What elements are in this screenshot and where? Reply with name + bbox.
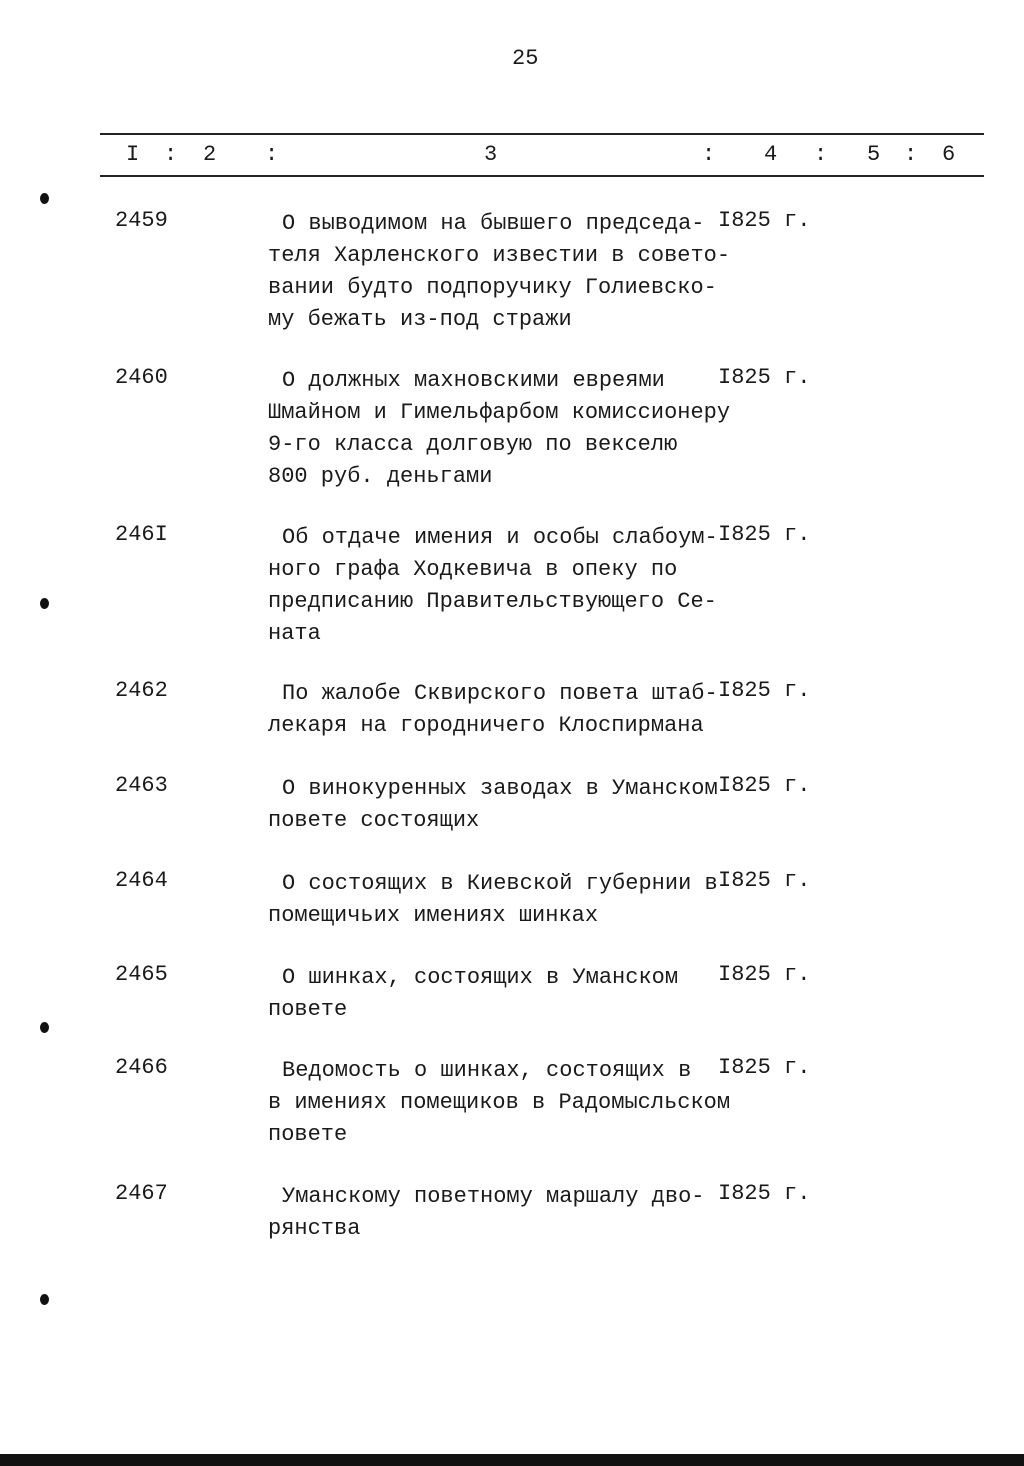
- description-line: Об отдаче имения и особы слабоум-: [282, 525, 718, 550]
- column-1: I: [126, 142, 140, 167]
- description-line: вании будто подпоручику Голиевско-: [268, 275, 717, 300]
- description-line: О выводимом на бывшего председа-: [282, 211, 705, 236]
- entry-description: [268, 868, 718, 932]
- description-line: лекаря на городничего Клоспирмана: [268, 713, 704, 738]
- entry-year: I825 г.: [718, 208, 811, 233]
- entry-number: 2462: [115, 678, 168, 703]
- header-top-rule: [100, 133, 984, 135]
- description-line: Ведомость о шинках, состоящих в: [282, 1058, 692, 1083]
- entry-year: I825 г.: [718, 678, 811, 703]
- scan-edge: [0, 1454, 1024, 1466]
- entry-description: [268, 365, 730, 493]
- description-line: Уманскому поветному маршалу дво-: [282, 1184, 705, 1209]
- entry-year: I825 г.: [718, 868, 811, 893]
- binding-hole: [40, 1022, 49, 1033]
- column-3: 3: [484, 142, 498, 167]
- column-5: 5: [867, 142, 881, 167]
- description-line: в имениях помещиков в Радомысльском: [268, 1090, 731, 1115]
- entry-description: [268, 773, 718, 837]
- description-line: О винокуренных заводах в Уманском: [282, 776, 718, 801]
- entry-number: 2463: [115, 773, 168, 798]
- description-line: По жалобе Сквирского повета штаб-: [282, 681, 718, 706]
- description-line: помещичьих имениях шинках: [268, 903, 599, 928]
- entry-year: I825 г.: [718, 962, 811, 987]
- entry-number: 2466: [115, 1055, 168, 1080]
- description-line: теля Харленского известии в совето-: [268, 243, 731, 268]
- entry-number: 246I: [115, 522, 168, 547]
- description-line: повете: [268, 1122, 348, 1147]
- entry-description: [268, 208, 730, 336]
- entry-year: I825 г.: [718, 1055, 811, 1080]
- entry-year: I825 г.: [718, 1181, 811, 1206]
- description-line: О шинках, состоящих в Уманском: [282, 965, 679, 990]
- description-line: ната: [268, 621, 321, 646]
- entry-description: [268, 678, 718, 742]
- description-line: повете состоящих: [268, 808, 480, 833]
- binding-hole: [40, 598, 49, 609]
- column-4: 4: [764, 142, 778, 167]
- separator: :: [265, 142, 279, 167]
- description-line: О состоящих в Киевской губернии в: [282, 871, 718, 896]
- description-line: му бежать из-под стражи: [268, 307, 572, 332]
- column-2: 2: [203, 142, 217, 167]
- entry-year: I825 г.: [718, 773, 811, 798]
- separator: :: [904, 142, 918, 167]
- entry-description: [268, 1181, 704, 1245]
- description-line: предписанию Правительствующего Се-: [268, 589, 717, 614]
- entry-year: I825 г.: [718, 522, 811, 547]
- column-6: 6: [942, 142, 956, 167]
- binding-hole: [40, 1294, 49, 1305]
- entry-number: 2467: [115, 1181, 168, 1206]
- description-line: 9-го класса долговую по векселю: [268, 432, 678, 457]
- description-line: Шмайном и Гимельфарбом комиссионеру: [268, 400, 731, 425]
- entry-description: [268, 962, 678, 1026]
- entry-number: 2465: [115, 962, 168, 987]
- description-line: О должных махновскими евреями: [282, 368, 665, 393]
- entry-year: I825 г.: [718, 365, 811, 390]
- separator: :: [814, 142, 828, 167]
- entry-number: 2464: [115, 868, 168, 893]
- entry-description: [268, 522, 718, 650]
- entry-description: [268, 1055, 730, 1151]
- separator: :: [164, 142, 178, 167]
- binding-hole: [40, 193, 49, 204]
- entry-number: 2459: [115, 208, 168, 233]
- entry-number: 2460: [115, 365, 168, 390]
- description-line: рянства: [268, 1216, 361, 1241]
- description-line: повете: [268, 997, 348, 1022]
- description-line: 800 руб. деньгами: [268, 464, 493, 489]
- header-bottom-rule: [100, 175, 984, 177]
- page-number: 25: [512, 46, 539, 71]
- separator: :: [702, 142, 716, 167]
- description-line: ного графа Ходкевича в опеку по: [268, 557, 678, 582]
